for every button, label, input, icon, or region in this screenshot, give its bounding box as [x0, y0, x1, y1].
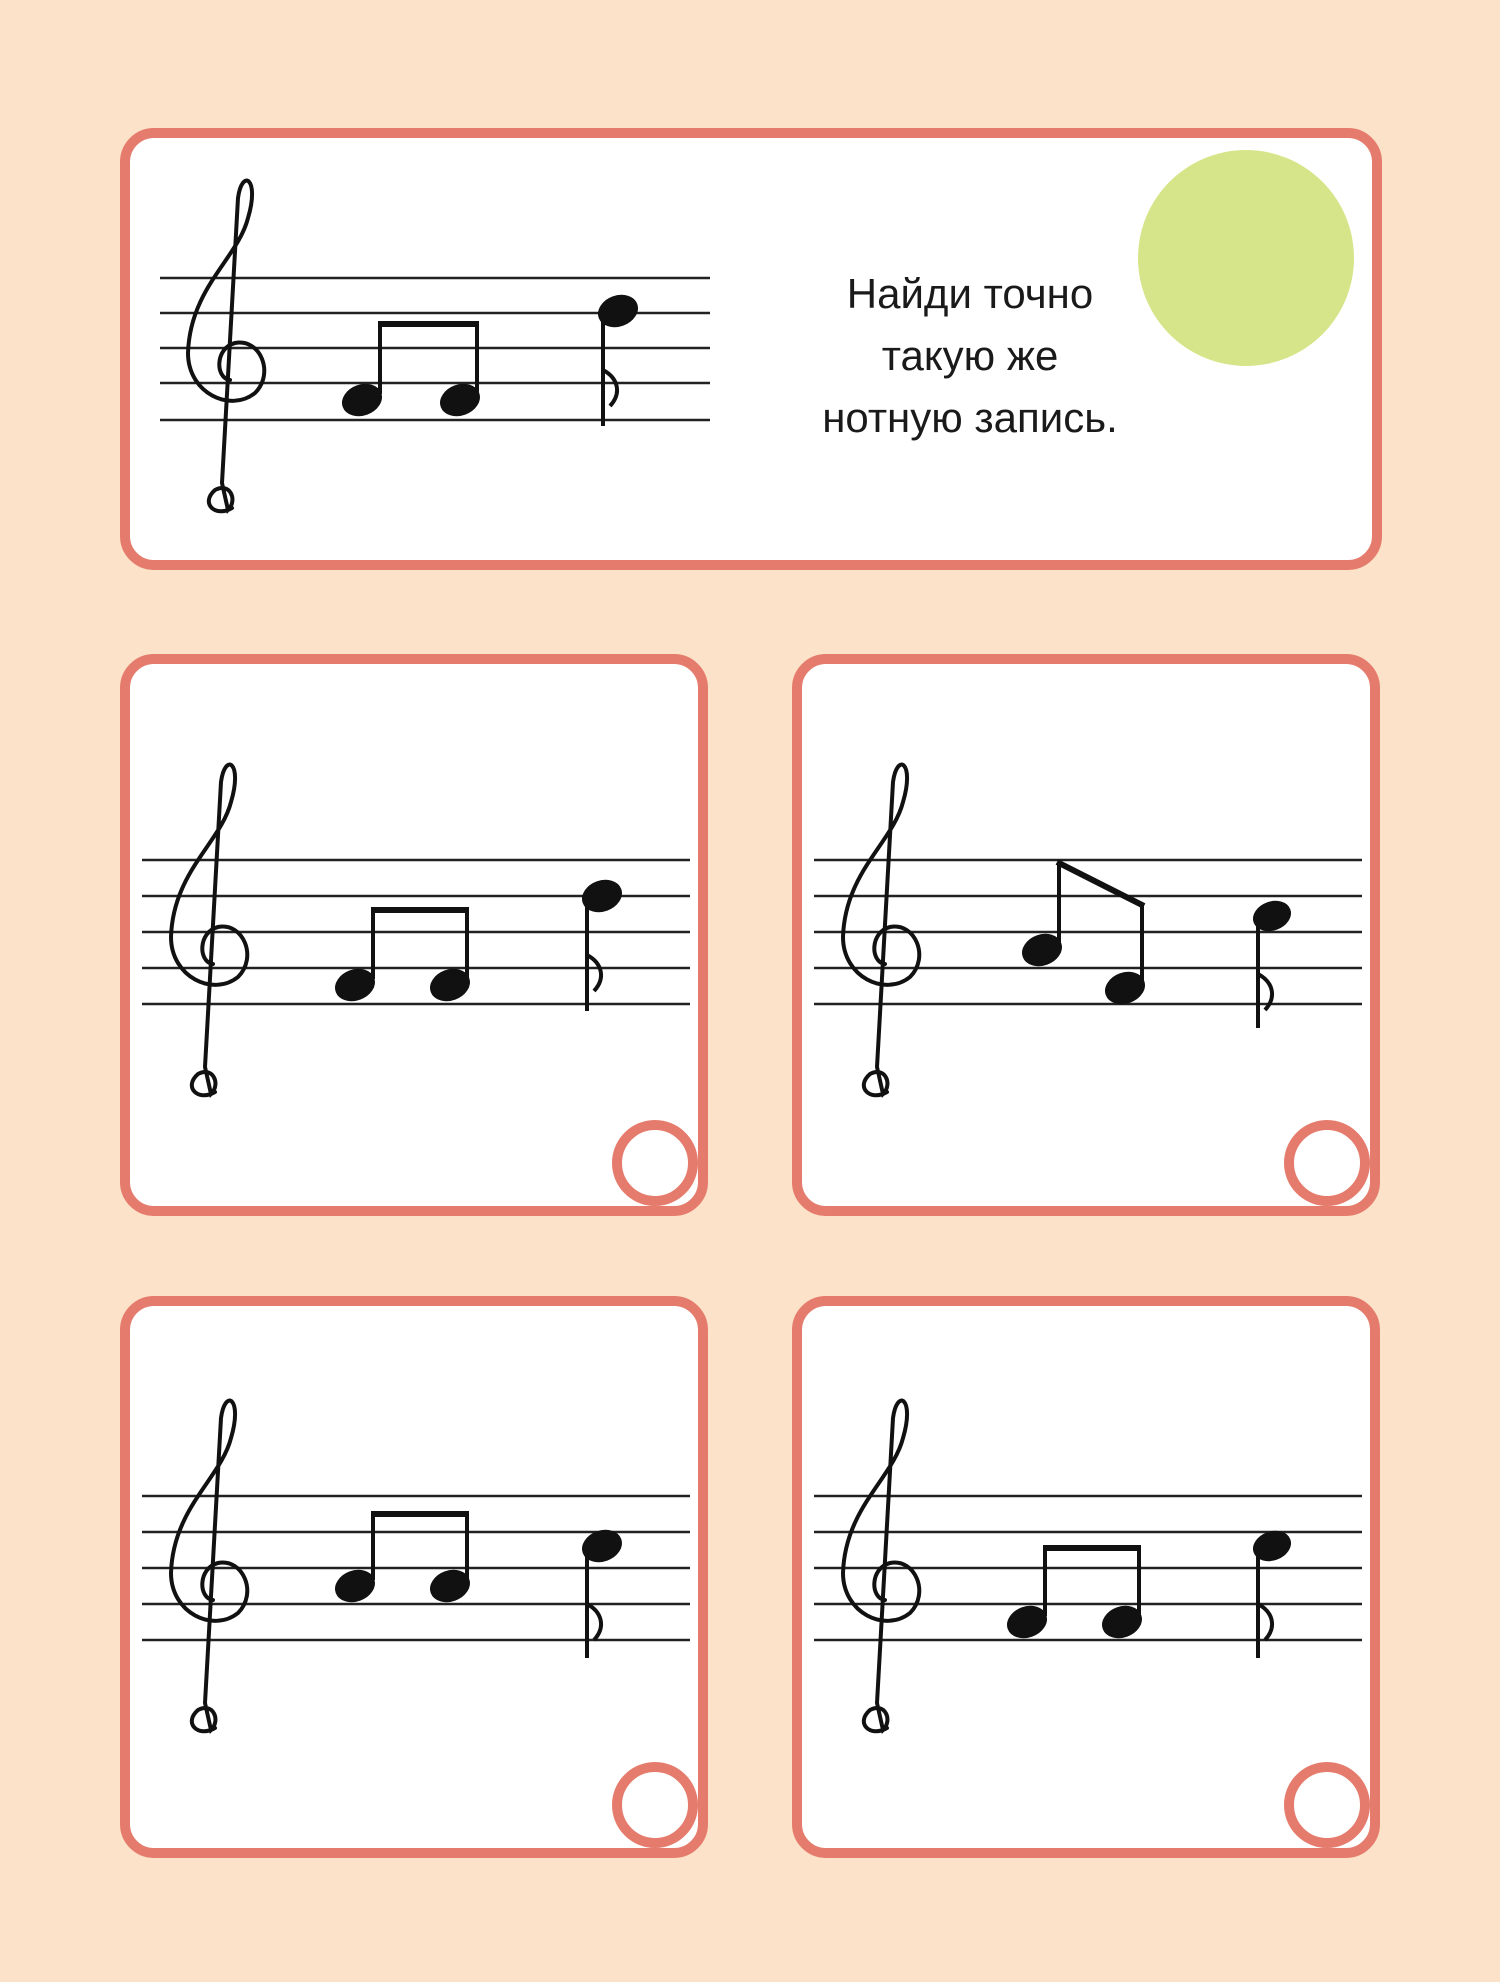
option-card-c[interactable]	[120, 1296, 708, 1858]
sixteenth-note-icon	[578, 1525, 626, 1658]
option-card-a[interactable]	[120, 654, 708, 1216]
option-staff-c	[130, 1306, 698, 1848]
treble-clef-icon	[843, 1401, 919, 1732]
answer-circle-a[interactable]	[612, 1120, 698, 1206]
instruction-text	[750, 263, 1190, 449]
reference-card	[120, 128, 1382, 570]
instruction-line-2: такую же	[881, 332, 1059, 379]
beamed-eighth-notes-icon	[338, 322, 484, 421]
sixteenth-note-icon	[1249, 1526, 1294, 1658]
option-card-d[interactable]	[792, 1296, 1380, 1858]
treble-clef-icon	[171, 765, 247, 1096]
option-staff-a	[130, 664, 698, 1206]
treble-clef-icon	[171, 1401, 247, 1732]
answer-circle-d[interactable]	[1284, 1762, 1370, 1848]
treble-clef-icon	[188, 181, 264, 512]
beamed-eighth-notes-icon	[331, 1512, 474, 1607]
sixteenth-note-icon	[578, 875, 626, 1011]
slanted-beam-notes-icon	[1018, 862, 1149, 1009]
option-card-b[interactable]	[792, 654, 1380, 1216]
instruction-line-1: Найди точно	[846, 270, 1094, 317]
option-staff-b	[802, 664, 1370, 1206]
answer-circle-c[interactable]	[612, 1762, 698, 1848]
treble-clef-icon	[843, 765, 919, 1096]
instruction-line-3: нотную запись.	[822, 394, 1118, 441]
option-staff-d	[802, 1306, 1370, 1848]
beamed-eighth-notes-icon	[1003, 1546, 1146, 1643]
sixteenth-note-icon	[594, 290, 642, 426]
sixteenth-note-icon	[1249, 896, 1294, 1028]
answer-circle-b[interactable]	[1284, 1120, 1370, 1206]
beamed-eighth-notes-icon	[331, 908, 474, 1006]
